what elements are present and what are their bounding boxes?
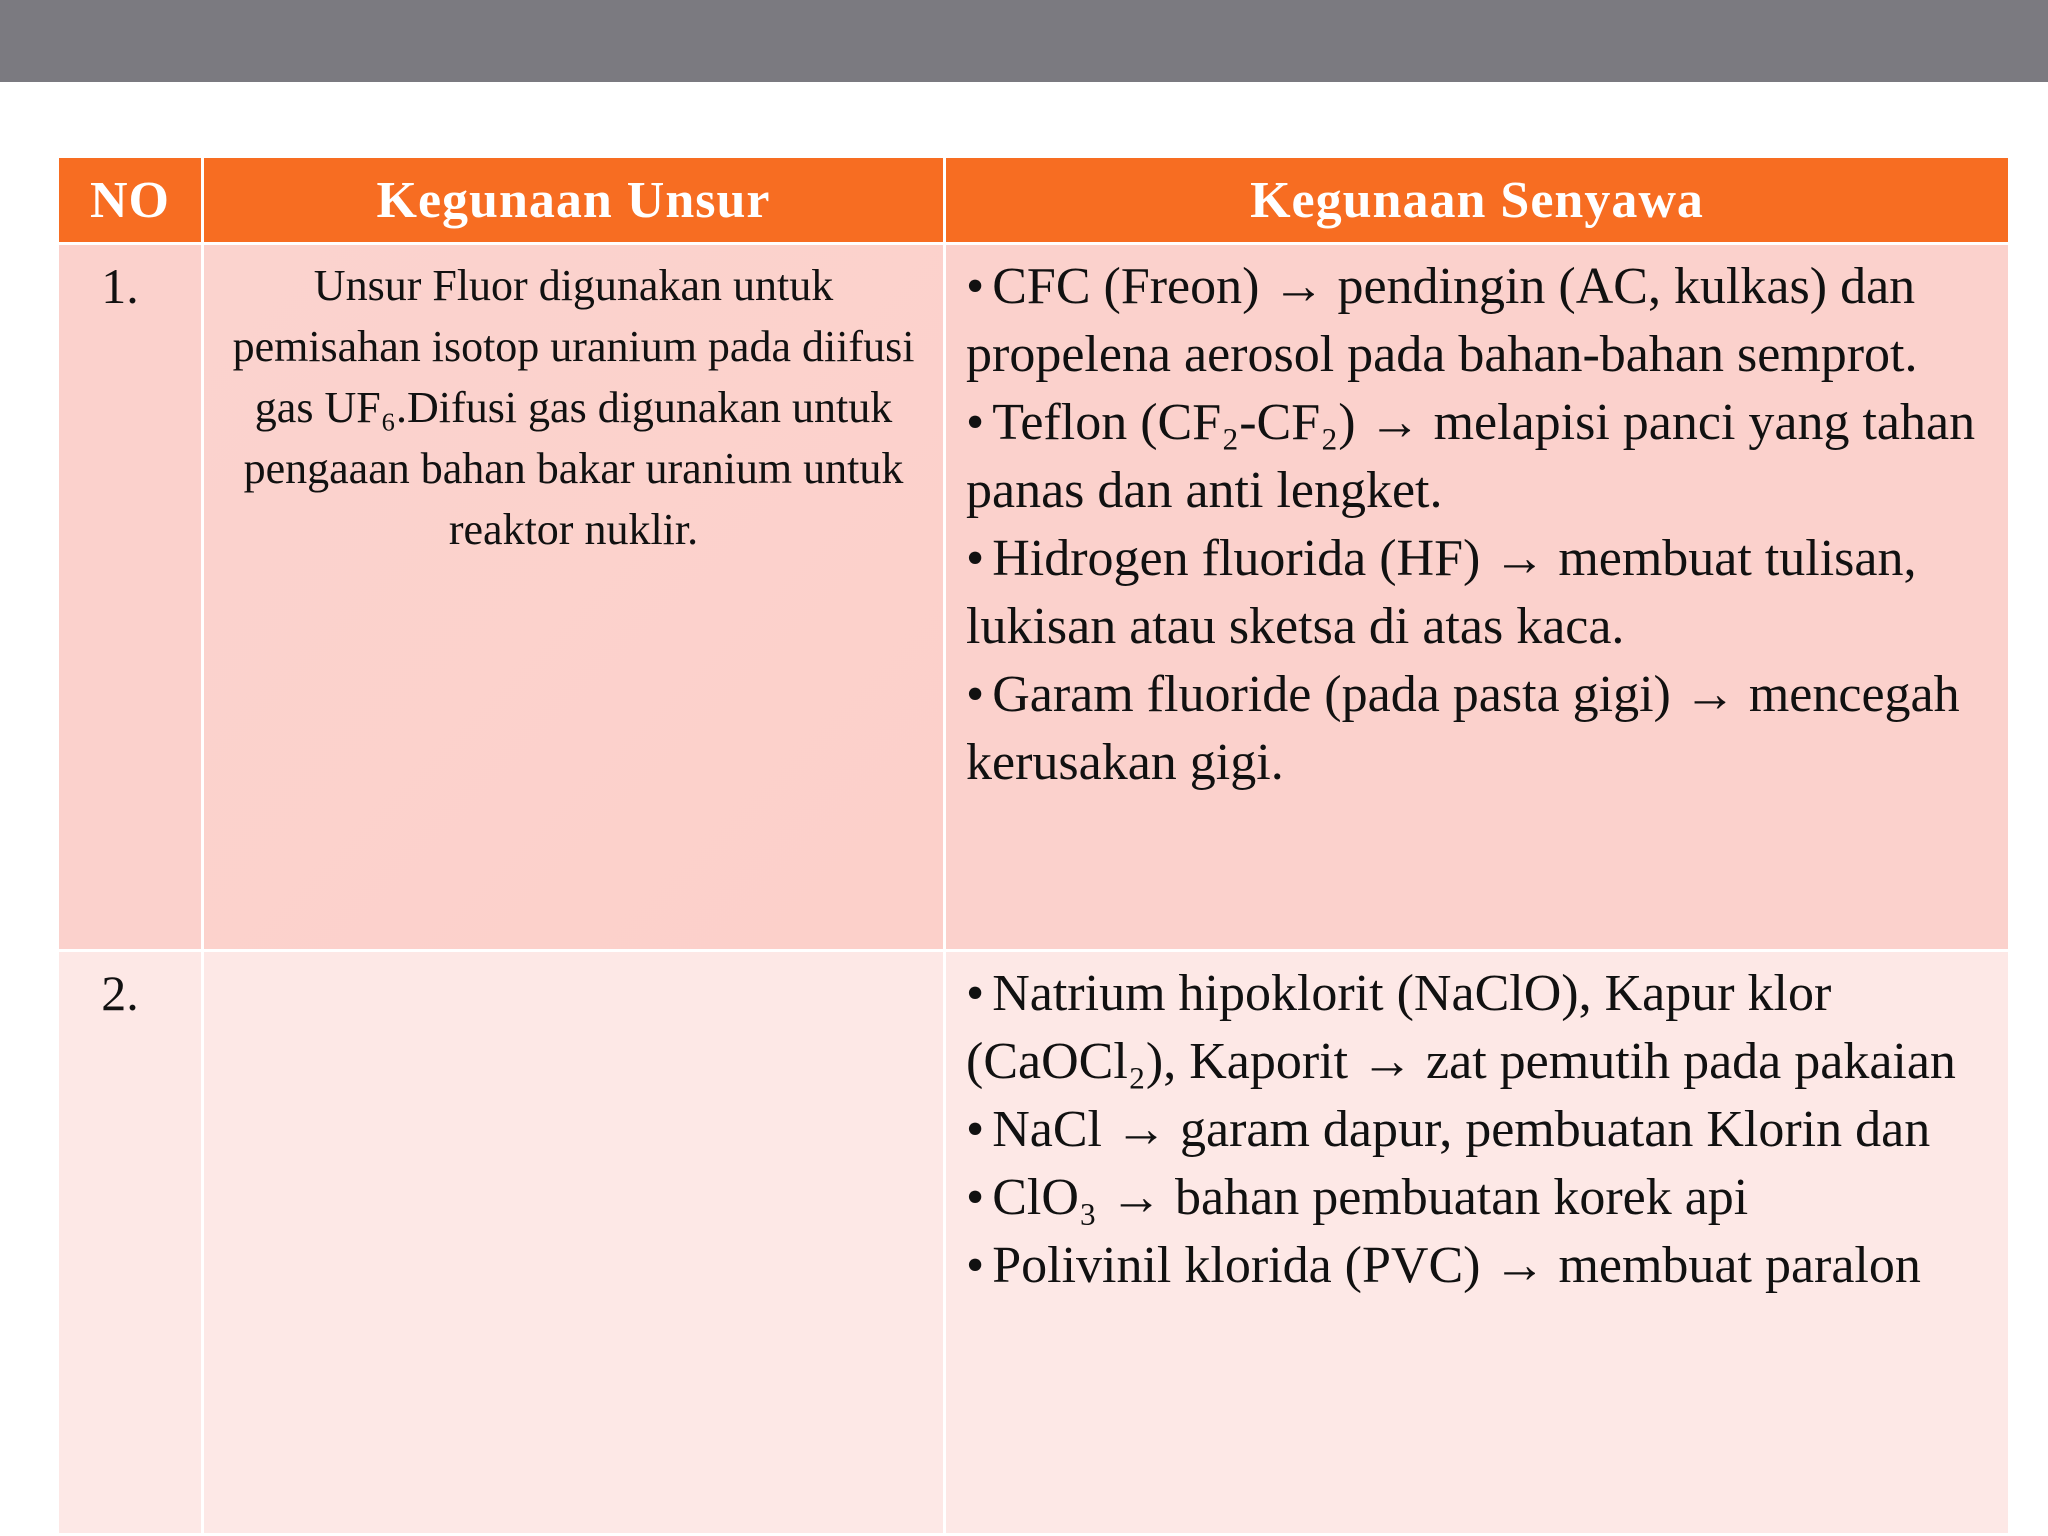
- row-number: 2.: [101, 965, 139, 1021]
- list-item: • NaCl → garam dapur, pembuatan Klorin dan: [966, 1101, 1931, 1158]
- list-item-text: CFC (Freon) → pendingin (AC, kulkas) dan propelena aerosol pada bahan-bahan semprot.: [966, 258, 1918, 383]
- senyawa-list: [946, 952, 2008, 1300]
- list-item-text: Hidrogen fluorida (HF) → membuat tulisan, lukisan atau sketsa di atas kaca.: [966, 530, 1917, 655]
- list-item-text: Garam fluoride (pada pasta gigi) → mencegah kerusakan gigi.: [966, 666, 1960, 791]
- header-kegunaan-unsur: Kegunaan Unsur: [203, 157, 945, 244]
- list-item-text: Natrium hipoklorit (NaClO), Kapur klor (CaOCl₂), Kaporit → zat pemutih pada pakaian: [966, 965, 1956, 1090]
- list-item: • Polivinil klorida (PVC) → membuat paralon: [966, 1237, 1921, 1294]
- table-row: [58, 951, 2010, 1535]
- senyawa-cell: [945, 951, 2010, 1535]
- header-kegunaan-senyawa: Kegunaan Senyawa: [945, 157, 2010, 244]
- table-row: [58, 244, 2010, 951]
- list-item: • Garam fluoride (pada pasta gigi) → mencegah kerusakan gigi.: [966, 666, 1960, 791]
- list-item-text: ClO₃ → bahan pembuatan korek api: [992, 1169, 1749, 1226]
- unsur-text: [204, 952, 943, 962]
- unsur-text: Unsur Fluor digunakan untuk pemisahan isotop uranium pada diifusi gas UF₆.Difusi gas digunakan untuk pengaaan bahan bakar uranium untuk reaktor nuklir.: [232, 261, 915, 554]
- header-no: NO: [58, 157, 203, 244]
- list-item: • Natrium hipoklorit (NaClO), Kapur klor (CaOCl₂), Kaporit → zat pemutih pada pakaian: [966, 965, 1956, 1090]
- unsur-cell: [203, 244, 945, 951]
- list-item: • ClO₃ → bahan pembuatan korek api: [966, 1169, 1749, 1226]
- list-item-text: NaCl → garam dapur, pembuatan Klorin dan: [992, 1101, 1931, 1158]
- header-row: [58, 157, 2010, 244]
- row-number-cell: [58, 951, 203, 1535]
- senyawa-list: [946, 245, 2008, 797]
- list-item-text: Polivinil klorida (PVC) → membuat paralon: [992, 1237, 1921, 1294]
- list-item: • Teflon (CF₂-CF₂) → melapisi panci yang tahan panas dan anti lengket.: [966, 394, 1976, 519]
- senyawa-cell: [945, 244, 2010, 951]
- usage-table: [56, 155, 2011, 1536]
- row-number-cell: [58, 244, 203, 951]
- top-bar: [0, 0, 2048, 82]
- row-number: 1.: [101, 258, 139, 314]
- list-item: • Hidrogen fluorida (HF) → membuat tulisan, lukisan atau sketsa di atas kaca.: [966, 530, 1917, 655]
- list-item-text: Teflon (CF₂-CF₂) → melapisi panci yang tahan panas dan anti lengket.: [966, 394, 1976, 519]
- list-item: • CFC (Freon) → pendingin (AC, kulkas) dan propelena aerosol pada bahan-bahan semprot.: [966, 258, 1918, 383]
- unsur-cell: [203, 951, 945, 1535]
